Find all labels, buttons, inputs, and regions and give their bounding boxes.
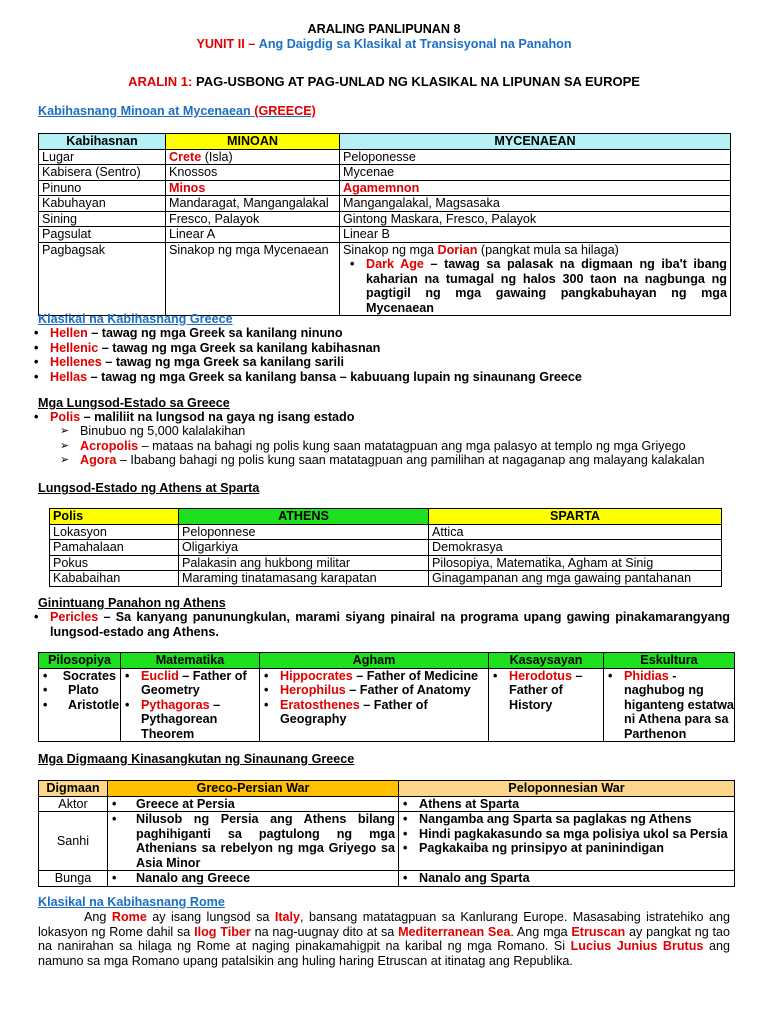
sparta-cell: Demokrasya	[429, 540, 722, 556]
row-label: Pinuno	[39, 180, 166, 196]
term-desc: – Father of Geography	[280, 697, 428, 726]
bullet-list	[343, 257, 727, 315]
list-item: • Hindi pagkakasundo sa mga polisiya ukol sa Persia	[399, 827, 734, 842]
table-row	[50, 555, 722, 571]
col-header-athens: ATHENS	[179, 509, 429, 525]
list-item	[260, 669, 488, 684]
mycenaean-cell	[340, 242, 731, 316]
row-label: Lokasyon	[50, 524, 179, 540]
section-title-klasikal-greece: Klasikal na Kabihasnang Greece	[38, 312, 233, 326]
row-label: Pagbagsak	[39, 242, 166, 316]
mycenaean-cell: Mangangalakal, Magsasaka	[340, 196, 731, 212]
text: (pangkat mula sa hilaga)	[477, 242, 619, 257]
unit-label: YUNIT II –	[196, 37, 256, 51]
term: Italy	[274, 910, 301, 924]
bullet-list	[399, 797, 734, 812]
table-row	[50, 571, 722, 587]
term: Euclid	[141, 668, 179, 683]
section-title-lungsod-estado: Mga Lungsod-Estado sa Greece	[38, 396, 230, 410]
hellen-list	[30, 326, 730, 384]
minoan-cell	[166, 149, 340, 165]
table-row	[39, 196, 731, 212]
bullet-list	[260, 669, 488, 727]
term: Hellenes	[50, 355, 102, 369]
list-item	[260, 698, 488, 727]
table-row	[39, 180, 731, 196]
table-row	[39, 165, 731, 181]
list-item: • Pagkakaiba ng prinsipyo at paninindigan	[399, 841, 734, 856]
text: na nag-uugnay dito at sa	[250, 924, 399, 939]
term: Herodotus	[509, 668, 572, 683]
row-label: Sining	[39, 211, 166, 227]
list-item	[60, 424, 740, 439]
col-header-eskultura: Eskultura	[604, 653, 735, 669]
row-label: Pokus	[50, 555, 179, 571]
term-desc: - naghubog ng higanteng estatwa ni Athena para sa Parthenon	[624, 668, 734, 741]
list-item: • Nanalo ang Greece	[108, 871, 398, 886]
list-item	[60, 439, 740, 454]
minoan-cell: Linear A	[166, 227, 340, 243]
term: Pericles	[50, 610, 99, 624]
greco-persian-cell	[108, 871, 399, 887]
minoan-cell: Fresco, Palayok	[166, 211, 340, 227]
term: Lucius Junius Brutus	[570, 939, 704, 953]
minoan-mycenaean-table	[38, 133, 731, 316]
row-label: Sanhi	[39, 812, 108, 871]
unit-title: Ang Daigdig sa Klasikal at Transisyonal na Panahon	[258, 37, 572, 51]
sparta-cell: Ginagampanan ang mga gawaing pantahanan	[429, 571, 722, 587]
bullet-list	[108, 871, 398, 886]
term: Ilog Tiber	[194, 924, 251, 939]
col-header-mycenaean: MYCENAEAN	[340, 134, 731, 150]
bullet-list	[399, 812, 734, 856]
term: Eratosthenes	[280, 697, 360, 712]
sparta-cell: Pilosopiya, Matematika, Agham at Sinig	[429, 555, 722, 571]
list-item	[489, 669, 603, 713]
list-item: • Socrates	[39, 669, 120, 684]
list-item	[346, 257, 727, 315]
bullet-list	[39, 669, 120, 713]
section-title-athens-sparta: Lungsod-Estado ng Athens at Sparta	[38, 481, 260, 495]
greco-persian-cell	[108, 812, 399, 871]
term-desc: – Pythagorean Theorem	[141, 697, 221, 741]
col-header-kasaysayan: Kasaysayan	[489, 653, 604, 669]
bullet-list	[121, 669, 259, 742]
col-header-minoan: MINOAN	[166, 134, 340, 150]
kasaysayan-cell	[489, 668, 604, 742]
text: , bansang matatagpuan sa Kanlurang Europe. Masasabing istratehiko ang lokasyon ng Rome dahil sa	[38, 910, 730, 939]
greco-persian-cell	[108, 796, 399, 812]
table-row	[39, 227, 731, 243]
term: Crete	[169, 149, 202, 164]
col-header-greco-persian: Greco-Persian War	[108, 781, 399, 797]
term: Dorian	[437, 242, 478, 257]
row-label: Bunga	[39, 871, 108, 887]
list-item	[30, 326, 730, 341]
row-label: Pagsulat	[39, 227, 166, 243]
term: Hippocrates	[280, 668, 353, 683]
athens-cell: Oligarkiya	[179, 540, 429, 556]
term: Acropolis	[80, 438, 139, 453]
list-item	[60, 453, 740, 468]
list-item	[604, 669, 734, 742]
term-desc: – Ibabang bahagi ng polis kung saan matatagpuan ang pamilihan at nagaganap ang malayang kalakalan	[116, 453, 705, 467]
eskultura-cell	[604, 668, 735, 742]
term: Rome	[111, 910, 147, 924]
term-desc: – Father of History	[509, 668, 583, 712]
bullet-list	[108, 812, 395, 870]
mycenaean-cell: Linear B	[340, 227, 731, 243]
mycenaean-cell: Agamemnon	[340, 180, 731, 196]
table-row	[39, 796, 735, 812]
athens-cell: Palakasin ang hukbong militar	[179, 555, 429, 571]
table-row	[39, 211, 731, 227]
term: Hellas	[50, 369, 88, 384]
list-item	[121, 669, 259, 698]
section-title-text: Kabihasnang Minoan at Mycenaean	[38, 104, 251, 118]
term-desc: – Father of Anatomy	[345, 683, 471, 697]
row-label: Lugar	[39, 149, 166, 165]
mycenaean-cell: Gintong Maskara, Fresco, Palayok	[340, 211, 731, 227]
table-row	[50, 524, 722, 540]
list-item	[30, 355, 730, 370]
wars-table	[38, 780, 735, 887]
col-header-polis: Polis	[50, 509, 179, 525]
row-label: Pamahalaan	[50, 540, 179, 556]
text: . Ang mga	[510, 924, 572, 939]
term-desc: (Isla)	[201, 149, 233, 164]
peloponnesian-cell	[399, 796, 735, 812]
text: ay isang lungsod sa	[146, 910, 275, 924]
list-item: • Athens at Sparta	[399, 797, 734, 812]
term: Agora	[80, 453, 117, 467]
section-title-rome: Klasikal na Kabihasnang Rome	[38, 895, 225, 909]
list-item: • Nangamba ang Sparta sa paglakas ng Athens	[399, 812, 734, 827]
row-label: Kababaihan	[50, 571, 179, 587]
table-row	[39, 668, 735, 742]
minoan-cell: Minos	[166, 180, 340, 196]
minoan-cell: Mandaragat, Mangangalakal	[166, 196, 340, 212]
term-desc: – tawag ng mga Greek sa kanilang sarili	[101, 355, 344, 369]
table-row	[39, 812, 735, 871]
term: Mediterranean Sea	[398, 924, 511, 939]
term-desc: Binubuo ng 5,000 kalalakihan	[80, 424, 246, 438]
mycenaean-cell: Peloponesse	[340, 149, 731, 165]
pilosopiya-cell	[39, 668, 121, 742]
athens-cell: Maraming tinatamasang karapatan	[179, 571, 429, 587]
document-title: ARALING PANLIPUNAN 8	[307, 22, 461, 36]
section-title-red: (GREECE)	[254, 104, 316, 118]
table-row	[39, 242, 731, 316]
term: Polis	[50, 410, 81, 424]
table-row	[39, 149, 731, 165]
bullet-list	[108, 797, 398, 812]
col-header-pilosopiya: Pilosopiya	[39, 653, 121, 669]
term-desc: – tawag ng mga Greek sa kanilang kabihasnan	[98, 340, 381, 355]
bullet-list	[489, 669, 603, 713]
term-desc: – maliliit na lungsod na gaya ng isang estado	[80, 410, 355, 424]
section-title-digmaan: Mga Digmaang Kinasangkutan ng Sinaunang Greece	[38, 752, 355, 766]
list-item: • Aristotle	[39, 698, 120, 713]
col-header-matematika: Matematika	[121, 653, 260, 669]
list-item	[121, 698, 259, 742]
list-item	[30, 610, 730, 639]
rome-paragraph	[38, 910, 730, 968]
polis-list	[30, 410, 730, 425]
list-item: • Plato	[39, 683, 120, 698]
polis-sublist	[60, 424, 740, 468]
col-header-digmaan: Digmaan	[39, 781, 108, 797]
lesson-label: ARALIN 1:	[128, 74, 193, 89]
minoan-cell: Sinakop ng mga Mycenaean	[166, 242, 340, 316]
peloponnesian-cell	[399, 871, 735, 887]
term-desc: – Father of Geometry	[141, 668, 247, 697]
term-desc: – Sa kanyang panunungkulan, marami siyang pinairal na programa upang gawing pinakamarangyang lungsod-estado ang Athens.	[50, 610, 730, 639]
table-row	[50, 540, 722, 556]
row-label: Kabuhayan	[39, 196, 166, 212]
mycenaean-cell: Mycenae	[340, 165, 731, 181]
term: Hellen	[50, 326, 88, 340]
athens-cell: Peloponnese	[179, 524, 429, 540]
table-row	[39, 871, 735, 887]
list-item	[30, 370, 730, 385]
unit-heading	[0, 37, 768, 52]
term-desc: – Father of Medicine	[352, 668, 479, 683]
sparta-cell: Attica	[429, 524, 722, 540]
text: Sinakop ng mga	[343, 242, 438, 257]
col-header-sparta: SPARTA	[429, 509, 722, 525]
term: Dark Age	[366, 257, 424, 271]
text: ay pangkat ng tao na nanirahan sa hilaga ng Rome at naging pinakamahigpit na karibal ng mga Romano. Si	[38, 924, 730, 953]
term: Etruscan	[571, 924, 626, 939]
list-item	[30, 410, 730, 425]
term-desc: – mataas na bahagi ng polis kung saan matatagpuan ang mga palasyo at templo ng mga Griyego	[138, 438, 686, 453]
peloponnesian-cell	[399, 812, 735, 871]
list-item: • Greece at Persia	[108, 797, 398, 812]
lesson-heading	[0, 75, 768, 90]
row-label: Kabisera (Sentro)	[39, 165, 166, 181]
section-title-minoan-mycenaean	[38, 104, 316, 119]
term-desc: – tawag ng mga Greek sa kanilang bansa – kabuuang lupain ng sinaunang Greece	[87, 369, 582, 384]
lesson-title: PAG-USBONG AT PAG-UNLAD NG KLASIKAL NA LIPUNAN SA EUROPE	[195, 74, 640, 89]
bullet-list	[604, 669, 734, 742]
text: Ang	[84, 910, 112, 924]
list-item	[260, 683, 488, 698]
list-item: • Nanalo ang Sparta	[399, 871, 734, 886]
term: Hellenic	[50, 340, 99, 355]
list-item	[30, 341, 730, 356]
term: Pythagoras	[141, 697, 210, 712]
list-item: • Nilusob ng Persia ang Athens bilang paghihiganti sa pagtulong ng mga Athenians sa rebelyon ng mga Griyego sa Asia Minor	[108, 812, 395, 870]
row-label: Aktor	[39, 796, 108, 812]
col-header-agham: Agham	[260, 653, 489, 669]
term: Herophilus	[280, 683, 346, 697]
athens-sparta-table	[49, 508, 722, 587]
golden-age-table	[38, 652, 735, 742]
text: ang namuno sa mga Romano upang patalsikin ang huling haring Etruscan at itinatag ang Republika.	[38, 939, 731, 968]
term-desc: – tawag sa palasak na digmaan ng iba't ibang kaharian na tumagal ng halos 300 taon na nagbunga ng pagtigil ng mga gawaing pangkabuhayan ng mga Mycenaean	[366, 257, 727, 315]
section-title-gintong-panahon: Ginintuang Panahon ng Athens	[38, 596, 226, 610]
term-desc: – tawag ng mga Greek sa kanilang ninuno	[87, 326, 343, 340]
col-header-kabihasnan: Kabihasnan	[39, 134, 166, 150]
matematika-cell	[121, 668, 260, 742]
minoan-cell: Knossos	[166, 165, 340, 181]
agham-cell	[260, 668, 489, 742]
col-header-peloponnesian: Peloponnesian War	[399, 781, 735, 797]
pericles-list	[30, 610, 730, 639]
bullet-list	[399, 871, 734, 886]
term: Phidias	[624, 668, 669, 683]
